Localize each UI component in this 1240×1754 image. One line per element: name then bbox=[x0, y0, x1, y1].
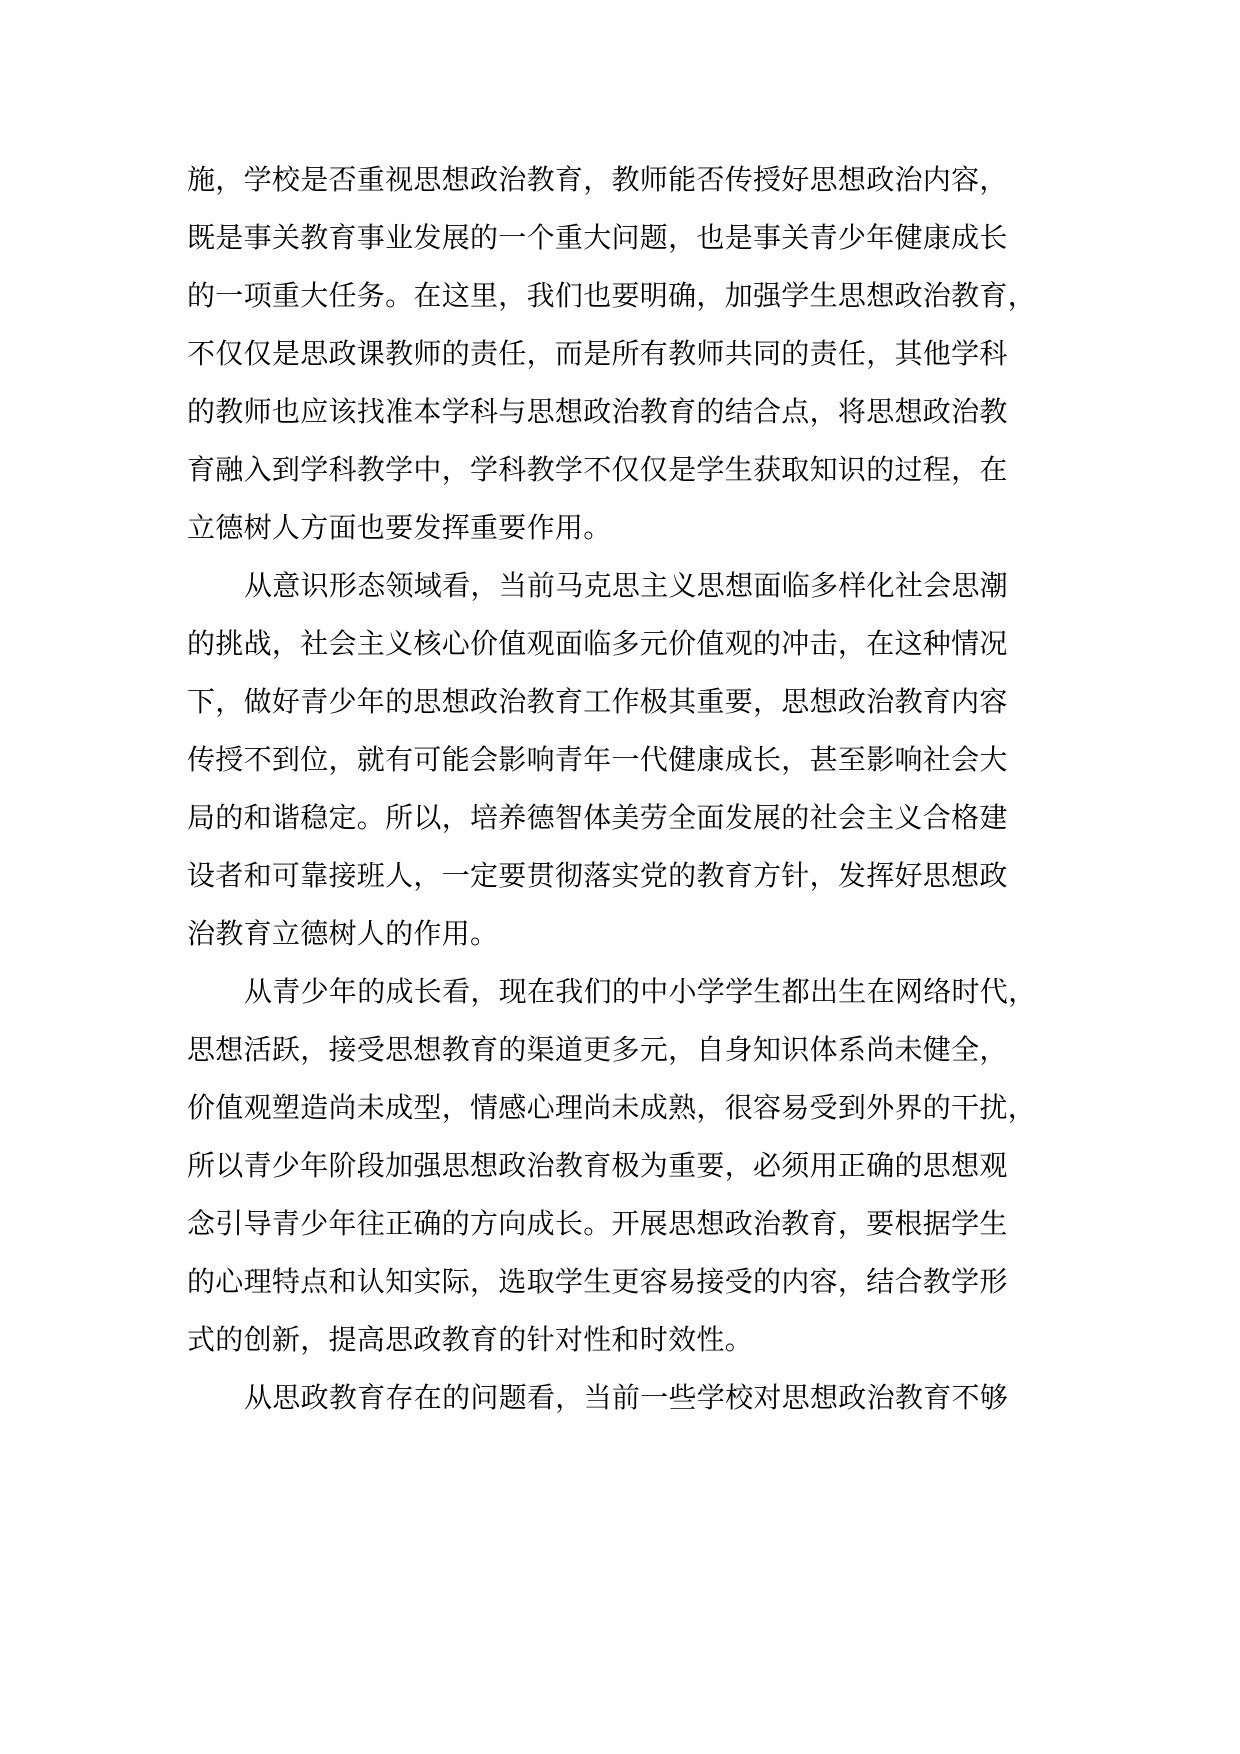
text-line-9: 的挑战，社会主义核心价值观面临多元价值观的冲击，在这种情况 bbox=[187, 627, 1008, 660]
text-line-10: 下，做好青少年的思想政治教育工作极其重要，思想政治教育内容 bbox=[187, 685, 1008, 718]
text-line-18: 所以青少年阶段加强思想政治教育极为重要，必须用正确的思想观 bbox=[187, 1149, 1008, 1182]
text-line-7: 立德树人方面也要发挥重要作用。 bbox=[187, 511, 612, 544]
text-line-20: 的心理特点和认知实际，选取学生更容易接受的内容，结合教学形 bbox=[187, 1265, 1008, 1298]
text-line-3: 的一项重大任务。在这里，我们也要明确，加强学生思想政治教育， bbox=[187, 279, 1037, 312]
text-line-6: 育融入到学科教学中，学科教学不仅仅是学生获取知识的过程，在 bbox=[187, 453, 1008, 486]
text-line-11: 传授不到位，就有可能会影响青年一代健康成长，甚至影响社会大 bbox=[187, 743, 1008, 776]
text-line-2: 既是事关教育事业发展的一个重大问题，也是事关青少年健康成长 bbox=[187, 221, 1008, 254]
text-line-14: 治教育立德树人的作用。 bbox=[187, 917, 499, 950]
text-line-21: 式的创新，提高思政教育的针对性和时效性。 bbox=[187, 1323, 754, 1356]
paragraph-start-line: 从意识形态领域看，当前马克思主义思想面临多样化社会思潮 bbox=[244, 569, 1009, 602]
text-line-19: 念引导青少年往正确的方向成长。开展思想政治教育，要根据学生 bbox=[187, 1207, 1008, 1240]
text-line-1: 施，学校是否重视思想政治教育，教师能否传授好思想政治内容， bbox=[187, 163, 1008, 196]
text-line-5: 的教师也应该找准本学科与思想政治教育的结合点，将思想政治教 bbox=[187, 395, 1008, 428]
paragraph-start-line: 从青少年的成长看，现在我们的中小学学生都出生在网络时代， bbox=[244, 975, 1037, 1008]
text-line-16: 思想活跃，接受思想教育的渠道更多元，自身知识体系尚未健全， bbox=[187, 1033, 1008, 1066]
text-line-13: 设者和可靠接班人，一定要贯彻落实党的教育方针，发挥好思想政 bbox=[187, 859, 1008, 892]
text-line-12: 局的和谐稳定。所以，培养德智体美劳全面发展的社会主义合格建 bbox=[187, 801, 1008, 834]
paragraph-start-line: 从思政教育存在的问题看，当前一些学校对思想政治教育不够 bbox=[244, 1381, 1009, 1414]
text-line-17: 价值观塑造尚未成型，情感心理尚未成熟，很容易受到外界的干扰， bbox=[187, 1091, 1037, 1124]
text-line-4: 不仅仅是思政课教师的责任，而是所有教师共同的责任，其他学科 bbox=[187, 337, 1008, 370]
